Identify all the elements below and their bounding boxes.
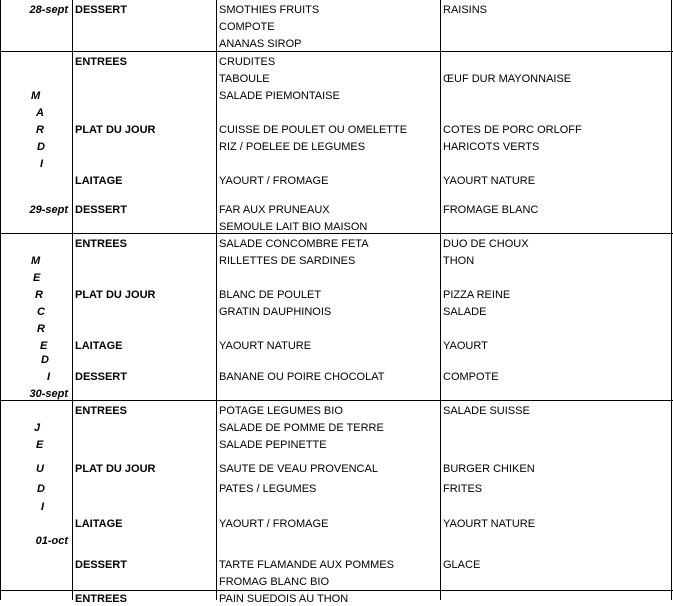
menu-option-1-item: SALADE PEPINETTE xyxy=(219,439,327,451)
menu-option-2-item: SALADE xyxy=(443,306,487,318)
meal-category: PLAT DU JOUR xyxy=(75,463,156,475)
day-name-letter: A xyxy=(36,107,44,119)
menu-option-1-item: ANANAS SIROP xyxy=(219,38,302,50)
meal-category: LAITAGE xyxy=(75,518,123,530)
menu-option-1-item: TABOULE xyxy=(219,73,270,85)
menu-option-1-item: YAOURT / FROMAGE xyxy=(219,518,329,530)
day-date: 30-sept xyxy=(29,388,68,400)
menu-option-1-item: SEMOULE LAIT BIO MAISON xyxy=(219,221,368,233)
menu-option-2-item: ŒUF DUR MAYONNAISE xyxy=(443,73,572,85)
menu-option-2-item: COMPOTE xyxy=(443,371,499,383)
column-divider xyxy=(440,0,441,600)
meal-category: ENTREES xyxy=(75,56,127,68)
menu-option-1-item: SALADE PIEMONTAISE xyxy=(219,90,340,102)
day-name-letter: I xyxy=(47,371,51,383)
menu-option-1-item: BANANE OU POIRE CHOCOLAT xyxy=(219,371,385,383)
day-divider xyxy=(0,233,673,234)
meal-category: DESSERT xyxy=(75,371,127,383)
day-name-letter: I xyxy=(40,158,44,170)
menu-option-2-item: YAOURT NATURE xyxy=(443,518,536,530)
day-name-letter: C xyxy=(37,306,45,318)
menu-option-2-item: COTES DE PORC ORLOFF xyxy=(443,124,582,136)
day-name-letter: D xyxy=(37,483,45,495)
menu-option-2-item: BURGER CHIKEN xyxy=(443,463,535,475)
menu-option-1-item: POTAGE LEGUMES BIO xyxy=(219,405,343,417)
day-divider xyxy=(0,51,673,52)
menu-option-2-item: SALADE SUISSE xyxy=(443,405,530,417)
day-name-letter: M xyxy=(31,90,41,102)
menu-option-1-item: FAR AUX PRUNEAUX xyxy=(219,204,330,216)
column-divider xyxy=(72,0,73,600)
menu-option-2-item: DUO DE CHOUX xyxy=(443,238,529,250)
meal-category: ENTREES xyxy=(75,593,127,605)
menu-option-1-item: BLANC DE POULET xyxy=(219,289,322,301)
day-name-letter: D xyxy=(37,141,45,153)
menu-option-1-item: TARTE FLAMANDE AUX POMMES xyxy=(219,559,395,571)
day-name-letter: U xyxy=(36,463,44,475)
menu-option-1-item: FROMAG BLANC BIO xyxy=(219,576,330,588)
menu-option-2-item: YAOURT NATURE xyxy=(443,175,536,187)
meal-category: ENTREES xyxy=(75,405,127,417)
menu-option-2-item: PIZZA REINE xyxy=(443,289,511,301)
meal-category: DESSERT xyxy=(75,559,127,571)
day-name-letter: J xyxy=(34,422,41,434)
menu-option-1-item: YAOURT NATURE xyxy=(219,340,312,352)
day-name-letter: R xyxy=(37,323,45,335)
day-name-letter: I xyxy=(41,501,45,513)
day-name-letter: R xyxy=(35,289,43,301)
menu-option-1-item: SALADE DE POMME DE TERRE xyxy=(219,422,384,434)
day-name-letter: E xyxy=(36,439,44,451)
day-name-letter: D xyxy=(41,354,49,366)
menu-option-1-item: RIZ / POELEE DE LEGUMES xyxy=(219,141,366,153)
meal-category: DESSERT xyxy=(75,204,127,216)
day-divider xyxy=(0,400,673,401)
menu-option-2-item: HARICOTS VERTS xyxy=(443,141,540,153)
day-divider xyxy=(0,590,673,591)
day-date: 28-sept xyxy=(29,4,68,16)
menu-option-1-item: GRATIN DAUPHINOIS xyxy=(219,306,332,318)
menu-option-1-item: CUISSE DE POULET OU OMELETTE xyxy=(219,124,408,136)
menu-option-1-item: PATES / LEGUMES xyxy=(219,483,317,495)
menu-option-1-item: COMPOTE xyxy=(219,21,275,33)
meal-category: LAITAGE xyxy=(75,340,123,352)
menu-option-1-item: PAIN SUEDOIS AU THON xyxy=(219,593,349,605)
day-date: 01-oct xyxy=(35,535,68,547)
meal-category: LAITAGE xyxy=(75,175,123,187)
column-divider xyxy=(216,0,217,600)
meal-category: ENTREES xyxy=(75,238,127,250)
menu-option-2-item: GLACE xyxy=(443,559,481,571)
meal-category: PLAT DU JOUR xyxy=(75,289,156,301)
day-name-letter: E xyxy=(40,340,48,352)
menu-option-2-item: THON xyxy=(443,255,475,267)
menu-option-1-item: SALADE CONCOMBRE FETA xyxy=(219,238,369,250)
day-name-letter: M xyxy=(31,255,41,267)
day-name-letter: E xyxy=(33,272,41,284)
menu-option-1-item: RILLETTES DE SARDINES xyxy=(219,255,356,267)
menu-option-1-item: SMOTHIES FRUITS xyxy=(219,4,320,16)
meal-category: PLAT DU JOUR xyxy=(75,124,156,136)
menu-option-1-item: SAUTE DE VEAU PROVENCAL xyxy=(219,463,378,475)
menu-option-1-item: CRUDITES xyxy=(219,56,276,68)
column-divider xyxy=(671,0,672,600)
meal-category: DESSERT xyxy=(75,4,127,16)
day-name-letter: R xyxy=(36,124,44,136)
menu-option-2-item: YAOURT xyxy=(443,340,488,352)
menu-option-2-item: RAISINS xyxy=(443,4,488,16)
day-date: 29-sept xyxy=(29,204,68,216)
column-divider xyxy=(0,0,1,600)
menu-option-1-item: YAOURT / FROMAGE xyxy=(219,175,329,187)
menu-option-2-item: FROMAGE BLANC xyxy=(443,204,539,216)
menu-option-2-item: FRITES xyxy=(443,483,483,495)
